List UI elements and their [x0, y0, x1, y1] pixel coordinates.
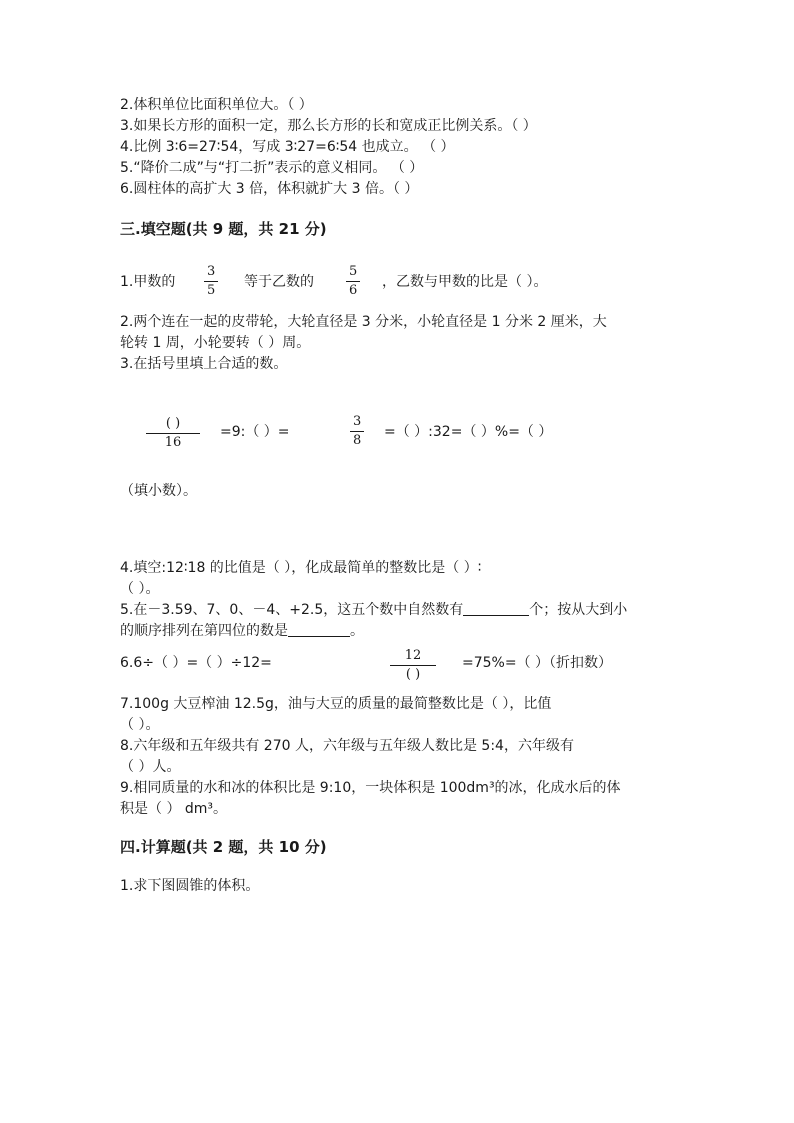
q6-part-2: =75%=（ ）（折扣数）	[462, 655, 613, 671]
question-2-line-2: 轮转 1 周，小轮要转（ ）周。	[120, 335, 311, 351]
q3-part-2: =（ ）:32=（ ）%=（ ）	[384, 424, 553, 440]
q3-fraction-1-denominator: 16	[164, 435, 182, 450]
question-4-line-2: （ ）。	[120, 581, 160, 597]
fraction-bar	[204, 281, 218, 282]
q3-fraction-2	[350, 414, 364, 449]
q6-fraction-denominator: ( )	[405, 667, 421, 682]
q1-fraction-2-denominator: 6	[349, 283, 358, 298]
question-2-line-1: 2.两个连在一起的皮带轮，大轮直径是 3 分米，小轮直径是 1 分米 2 厘米，大	[120, 314, 607, 330]
q1-fraction-1-denominator: 5	[207, 283, 216, 298]
question-3-text: 3.在括号里填上合适的数。	[120, 356, 288, 372]
judgement-item-5: 5.“降价二成”与“打二折”表示的意义相同。 （ ）	[120, 160, 424, 176]
q6-fraction	[390, 648, 436, 683]
question-9-line-2: 积是（ ） dm³。	[120, 801, 228, 817]
q1-prefix: 1.甲数的	[120, 274, 176, 290]
fraction-bar	[146, 433, 200, 434]
q6-part-1: 6.6÷（ ）=（ ）÷12=	[120, 655, 272, 671]
q6-fraction-numerator: 12	[404, 648, 422, 663]
question-4-line-1: 4.填空:12∶18 的比值是（ ），化成最简单的整数比是（ ）∶	[120, 560, 482, 576]
q3-fraction-2-numerator: 3	[353, 414, 362, 429]
q1-fraction-2	[346, 264, 360, 299]
q1-middle: 等于乙数的	[244, 274, 314, 290]
section3-heading: 三.填空题(共 9 题，共 21 分)	[120, 220, 327, 238]
section4-heading: 四.计算题(共 2 题，共 10 分)	[120, 838, 327, 856]
question-9-line-1: 9.相同质量的水和冰的体积比是 9:10，一块体积是 100dm³的冰，化成水后的体	[120, 780, 621, 796]
judgement-item-2: 2.体积单位比面积单位大。（ ）	[120, 97, 313, 113]
judgement-item-4: 4.比例 3∶6=27∶54，写成 3∶27=6∶54 也成立。 （ ）	[120, 139, 455, 155]
q3-fraction-2-denominator: 8	[353, 433, 362, 448]
q1-fraction-1-numerator: 3	[207, 264, 216, 279]
q5-line-1-a: 5.在－3.59、7、0、－4、+2.5，这五个数中自然数有	[120, 602, 464, 618]
question-7-line-2: （ ）。	[120, 717, 160, 733]
q5-line-1-b: 个；按从大到小	[529, 602, 628, 618]
q3-fraction-1	[146, 416, 200, 451]
question-7-line-1: 7.100g 大豆榨油 12.5g，油与大豆的质量的最简整数比是（ ），比值	[120, 696, 552, 712]
question-8-line-2: （ ）人。	[120, 759, 181, 775]
fraction-bar	[346, 281, 360, 282]
question-3-note: （填小数）。	[120, 483, 197, 499]
fraction-bar	[350, 431, 364, 432]
q1-fraction-2-numerator: 5	[349, 264, 358, 279]
question-5-line-2	[120, 621, 364, 641]
q3-fraction-1-numerator: ( )	[165, 416, 181, 431]
answer-blank	[463, 615, 529, 616]
question-5-line-1	[120, 600, 627, 620]
fraction-bar	[390, 665, 436, 666]
section4-question-1: 1.求下图圆锥的体积。	[120, 878, 260, 894]
question-8-line-1: 8.六年级和五年级共有 270 人，六年级与五年级人数比是 5:4，六年级有	[120, 738, 574, 754]
answer-blank	[288, 636, 350, 637]
q5-line-2-a: 的顺序排列在第四位的数是	[120, 623, 288, 639]
judgement-item-6: 6.圆柱体的高扩大 3 倍，体积就扩大 3 倍。（ ）	[120, 181, 419, 197]
judgement-item-3: 3.如果长方形的面积一定，那么长方形的长和宽成正比例关系。（ ）	[120, 118, 537, 134]
q1-fraction-1	[204, 264, 218, 299]
q1-suffix: ，乙数与甲数的比是（ ）。	[382, 274, 548, 290]
q3-part-1: =9:（ ）=	[220, 424, 290, 440]
q5-line-2-b: 。	[350, 623, 364, 639]
